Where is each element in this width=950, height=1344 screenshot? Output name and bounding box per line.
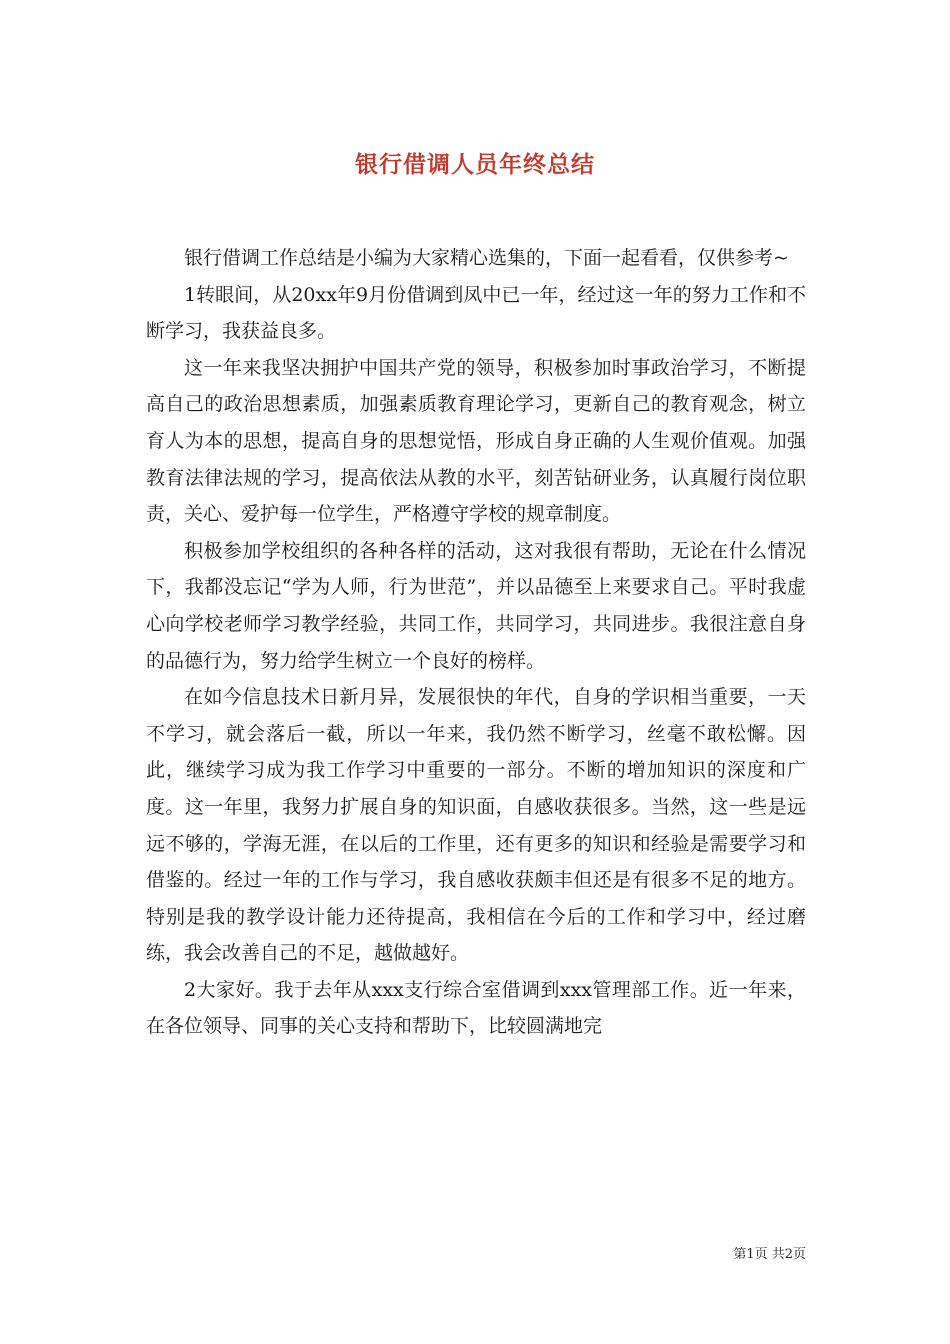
paragraph-5: 2大家好。我于去年从xxx支行综合室借调到xxx管理部工作。近一年来，在各位领导、同事的关心支持和帮助下，比较圆满地完	[146, 978, 806, 1038]
paragraph-3: 积极参加学校组织的各种各样的活动，这对我很有帮助，无论在什么情况下，我都没忘记“学为人师，行为世范”，并以品德至上来要求自己。平时我虚心向学校老师学习教学经验，共同工作，共同学习，共同进步。我很注意自身的品德行为，努力给学生树立一个良好的榜样。	[146, 539, 806, 672]
page-indicator: 第1页 共2页	[733, 1247, 806, 1262]
paragraph-intro: 银行借调工作总结是小编为大家精心选集的，下面一起看看，仅供参考~	[184, 247, 789, 269]
paragraph-4: 在如今信息技术日新月异，发展很快的年代，自身的学识相当重要，一天不学习，就会落后一截，所以一年来，我仍然不断学习，丝毫不敢松懈。因此，继续学习成为我工作学习中重要的一部分。不断的增加知识的深度和广度。这一年里，我努力扩展自身的知识面，自感收获很多。当然，这一些是远远不够的，学海无涯，在以后的工作里，还有更多的知识和经验是需要学习和借鉴的。经过一年的工作与学习，我自感收获颇丰但还是有很多不足的地方。特别是我的教学设计能力还待提高，我相信在今后的工作和学习中，经过磨练，我会改善自己的不足，越做越好。	[146, 686, 806, 965]
document-title: 银行借调人员年终总结	[355, 152, 595, 179]
paragraph-1: 1转眼间，从20xx年9月份借调到凤中已一年，经过这一年的努力工作和不断学习，我获益良多。	[146, 283, 806, 343]
document-body	[146, 240, 806, 1045]
paragraph-2: 这一年来我坚决拥护中国共产党的领导，积极参加时事政治学习，不断提高自己的政治思想素质，加强素质教育理论学习，更新自己的教育观念，树立育人为本的思想，提高自身的思想觉悟，形成自身正确的人生观价值观。加强教育法律法规的学习，提高依法从教的水平，刻苦钻研业务，认真履行岗位职责，关心、爱护每一位学生，严格遵守学校的规章制度。	[146, 356, 806, 526]
